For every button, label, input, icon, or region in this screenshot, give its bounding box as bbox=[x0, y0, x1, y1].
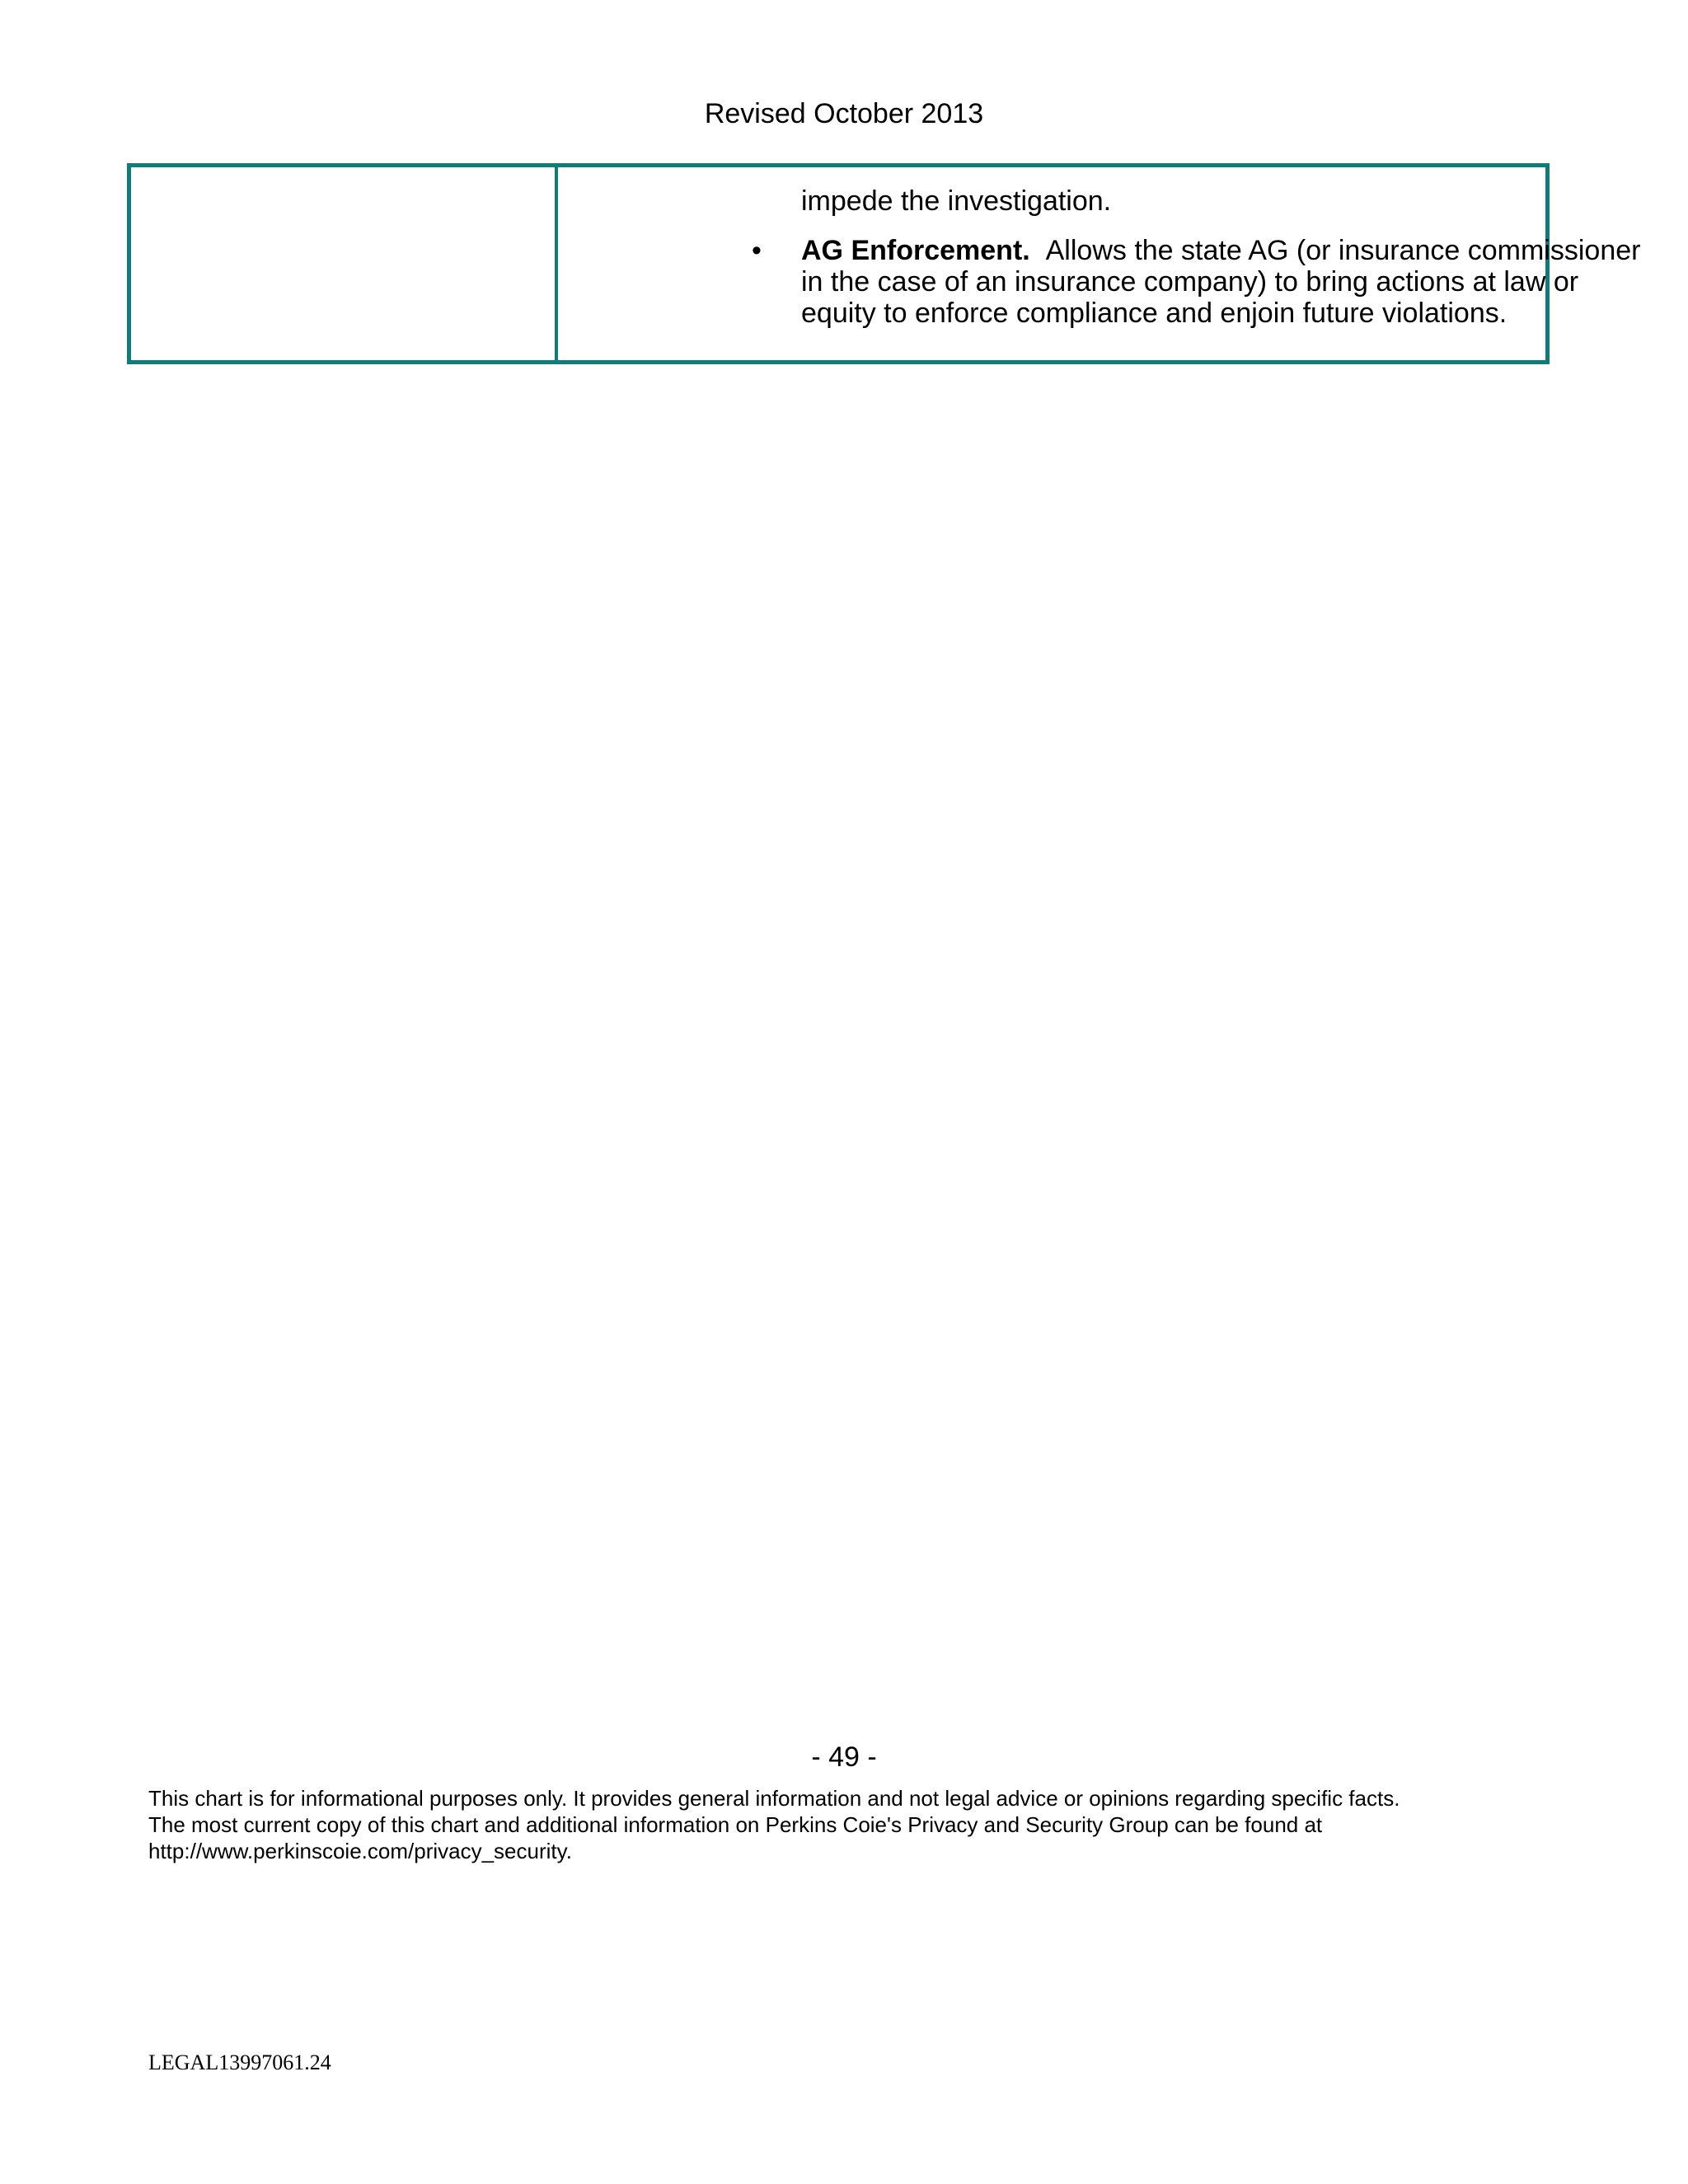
bullet-body-text: Allows the state AG (or insurance commissioner in the case of an insurance company) to bring actions at law or equity to enforce compliance and enjoin future violations. bbox=[801, 235, 1641, 329]
disclaimer-line: The most current copy of this chart and additional information on Perkins Coie's Privacy and Security Group can be found at bbox=[148, 1812, 1323, 1837]
continued-paragraph-text: impede the investigation. bbox=[801, 185, 1112, 217]
bullet-lead-heading: AG Enforcement. bbox=[801, 235, 1030, 266]
page-number: - 49 - bbox=[811, 1741, 877, 1773]
content-table bbox=[127, 163, 1641, 364]
disclaimer-footer bbox=[148, 1785, 1632, 1864]
document-id: LEGAL13997061.24 bbox=[148, 2050, 331, 2074]
table-right-cell bbox=[558, 167, 1641, 360]
bullet-icon: • bbox=[752, 235, 762, 266]
disclaimer-line: This chart is for informational purposes only. It provides general information and not legal advice or opinions regarding specific facts. bbox=[148, 1786, 1400, 1811]
bullet-text bbox=[801, 235, 1658, 329]
revised-date-header: Revised October 2013 bbox=[704, 98, 984, 129]
disclaimer-line: http://www.perkinscoie.com/privacy_security. bbox=[148, 1839, 572, 1863]
